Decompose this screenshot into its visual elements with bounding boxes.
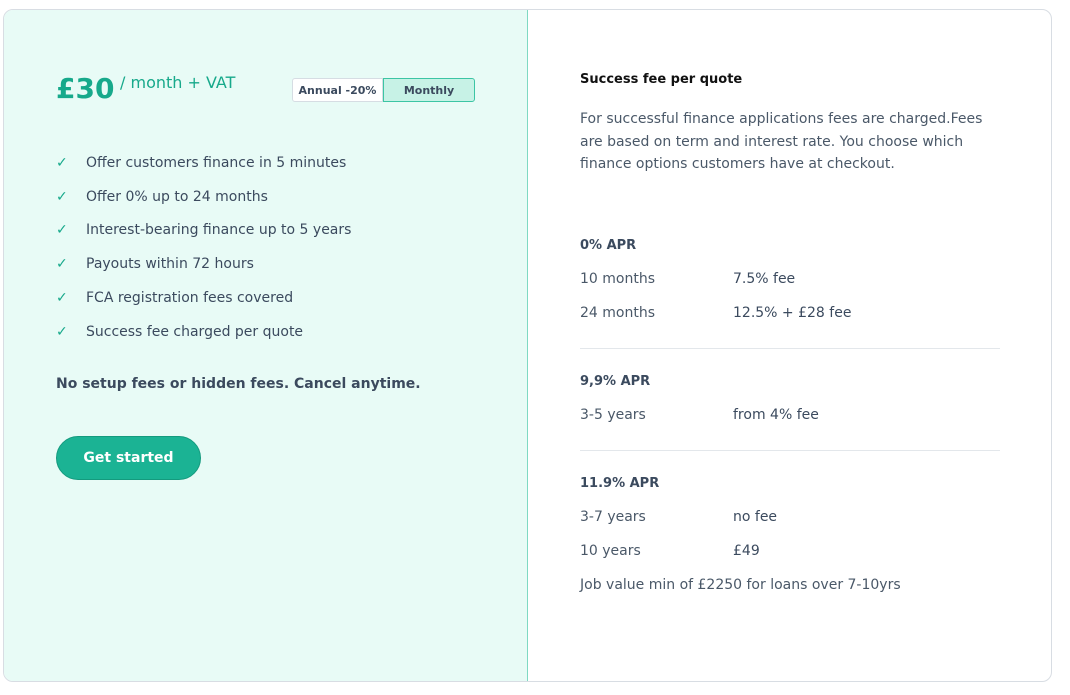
term: 10 months: [580, 271, 655, 287]
check-icon: ✓: [56, 222, 68, 239]
fee: £49: [733, 543, 760, 559]
fee-row: [580, 407, 1000, 423]
toggle-annual[interactable]: Annual -20%: [292, 78, 383, 102]
check-icon: ✓: [56, 154, 68, 171]
apr-heading: 11.9% APR: [580, 476, 660, 491]
feature-label: Offer customers finance in 5 minutes: [86, 154, 347, 171]
fee: 7.5% fee: [733, 271, 796, 287]
pricing-card: [3, 9, 1052, 682]
feature-item: [56, 214, 351, 248]
apr-heading: 9,9% APR: [580, 374, 651, 389]
toggle-monthly[interactable]: Monthly: [383, 78, 475, 102]
feature-label: Offer 0% up to 24 months: [86, 188, 268, 205]
feature-item: [56, 281, 351, 315]
check-icon: ✓: [56, 290, 68, 307]
price: £30: [56, 72, 115, 105]
check-icon: ✓: [56, 256, 68, 273]
check-icon: ✓: [56, 323, 68, 340]
fee: 12.5% + £28 fee: [733, 305, 852, 321]
fee-row: [580, 271, 1000, 287]
apr-heading: 0% APR: [580, 238, 637, 253]
term: 24 months: [580, 305, 655, 321]
no-fees-note: No setup fees or hidden fees. Cancel anytime.: [56, 376, 421, 392]
feature-item: [56, 146, 351, 180]
fees-description: For successful finance applications fees are charged.Fees are based on term and interest rate. You choose which finance options customers have at checkout.: [580, 111, 983, 172]
fee-row: [580, 509, 1000, 525]
check-icon: ✓: [56, 188, 68, 205]
term: 3-5 years: [580, 407, 646, 423]
term: 3-7 years: [580, 509, 646, 525]
fee-row: [580, 543, 1000, 559]
feature-label: Interest-bearing finance up to 5 years: [86, 222, 352, 239]
feature-label: Success fee charged per quote: [86, 323, 304, 340]
fee: no fee: [733, 509, 778, 525]
fees-title: Success fee per quote: [580, 72, 743, 87]
feature-label: Payouts within 72 hours: [86, 256, 254, 273]
feature-item: [56, 180, 351, 214]
feature-list: [56, 146, 351, 349]
feature-item: [56, 247, 351, 281]
price-period: / month + VAT: [120, 73, 236, 92]
divider: [580, 348, 1000, 349]
feature-label: FCA registration fees covered: [86, 290, 294, 307]
term: 10 years: [580, 543, 641, 559]
fee: from 4% fee: [733, 407, 819, 423]
footnote: Job value min of £2250 for loans over 7-10yrs: [580, 577, 901, 593]
billing-toggle: [292, 78, 475, 102]
fee-row: [580, 305, 1000, 321]
divider: [580, 450, 1000, 451]
get-started-button[interactable]: Get started: [56, 436, 201, 480]
feature-item: [56, 315, 351, 349]
plan-panel: [4, 10, 528, 681]
